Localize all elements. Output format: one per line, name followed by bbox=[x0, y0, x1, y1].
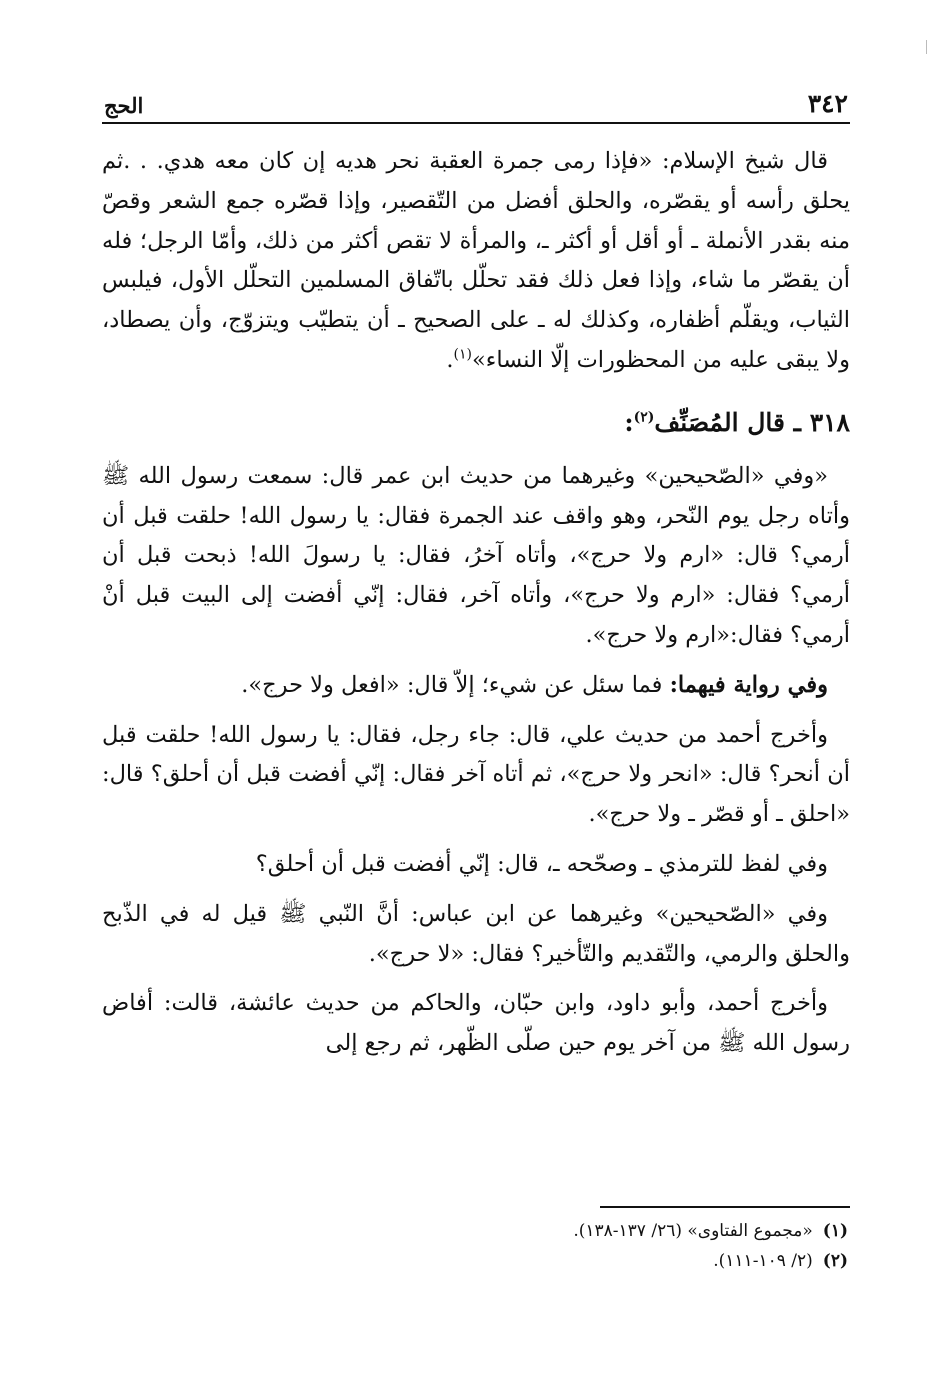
section-heading-text: ٣١٨ ـ قال المُصَنِّف bbox=[654, 407, 850, 437]
footnote-ref-2[interactable]: (٢) bbox=[633, 409, 655, 426]
section-heading bbox=[102, 403, 850, 443]
quote-paragraph bbox=[102, 142, 850, 381]
footnote-text: (٢/ ١٠٩-١١١). bbox=[713, 1251, 813, 1271]
section-heading-end: : bbox=[624, 407, 634, 437]
margin-mark bbox=[926, 40, 927, 54]
narration-lead: وفي رواية فيهما: bbox=[669, 671, 828, 698]
tirmidhi-paragraph: وفي لفظ للترمذي ـ وصحّحه ـ، قال: إنّي أفضت قبل أن أحلق؟ bbox=[255, 850, 828, 877]
hadith-paragraph-ibn-umar: «وفي «الصّحيحين» وغيرهما من حديث ابن عمر قال: سمعت رسول الله ﷺ وأتاه رجل يوم النّحر، وهو واقف عند الجمرة فقال: يا رسول الله! حلقت قبل أن أرمي؟ قال: «ارم ولا حرج»، وأتاه آخرُ، فقال: يا رسولَ الله! ذبحت قبل أن أرمي؟ فقال: «ارم ولا حرج»، وأتاه آخر، فقال: إنّي أفضت إلى البيت قبل أنْ أرمي؟ فقال:«ارم ولا حرج». bbox=[102, 462, 850, 648]
quote-end: . bbox=[446, 346, 454, 373]
narration-text: فما سئل عن شيء؛ إلاّ قال: «افعل ولا حرج». bbox=[241, 671, 670, 698]
footnote-rule bbox=[600, 1206, 850, 1208]
book-page bbox=[102, 78, 850, 1318]
footnote-number: (١) bbox=[822, 1221, 848, 1241]
footnote-number: (٢) bbox=[822, 1251, 848, 1271]
body-text bbox=[102, 142, 850, 1064]
hadith-paragraph-ibn-abbas: وفي «الصّحيحين» وغيرهما عن ابن عباس: أنَّ النّبي ﷺ قيل له في الذّبح والحلق والرمي، والتّقديم والتّأخير؟ فقال: «لا حرج». bbox=[102, 900, 850, 967]
chapter-title: الحج bbox=[104, 93, 144, 118]
narration-paragraph bbox=[102, 666, 850, 706]
footnote-2 bbox=[102, 1246, 850, 1276]
hadith-paragraph-ali: وأخرج أحمد من حديث علي، قال: جاء رجل، فقال: يا رسول الله! حلقت قبل أن أنحر؟ قال: «انحر ولا حرج»، ثم أتاه آخر فقال: إنّي أفضت قبل أن أحلق؟ قال: «احلق ـ أو قصّر ـ ولا حرج». bbox=[102, 721, 850, 828]
quote-text: قال شيخ الإسلام: «فإذا رمى جمرة العقبة نحر هديه إن كان معه هدي. . .ثم يحلق رأسه أو يقصّره، والحلق أفضل من التّقصير، وإذا قصّره جمع الشعر وقصّ منه بقدر الأنملة ـ أو أقل أو أكثر ـ، والمرأة لا تقص أكثر من ذلك، وأمّا الرجل؛ فله أن يقصّر ما شاء، وإذا فعل ذلك فقد تحلّل باتّفاق المسلمين التحلّل الأول، فيلبس الثياب، ويقلّم أظفاره، وكذلك له ـ على الصحيح ـ أن يتطيّب ويتزوّج، وأن يصطاد، ولا يبقى عليه من المحظورات إلّا النساء» bbox=[102, 148, 850, 373]
page-number: ٣٤٢ bbox=[807, 89, 848, 118]
footnote-1 bbox=[102, 1216, 850, 1246]
footnote-text: «مجموع الفتاوى» (٢٦/ ١٣٧-١٣٨). bbox=[573, 1221, 813, 1241]
footnote-ref-1[interactable]: (١) bbox=[453, 346, 473, 363]
footnotes bbox=[102, 1206, 850, 1276]
running-header bbox=[102, 78, 850, 124]
hadith-paragraph-aisha: وأخرج أحمد، وأبو داود، وابن حبّان، والحاكم من حديث عائشة، قالت: أفاض رسول الله ﷺ من آخر يوم حين صلّى الظّهر، ثم رجع إلى bbox=[102, 990, 850, 1057]
